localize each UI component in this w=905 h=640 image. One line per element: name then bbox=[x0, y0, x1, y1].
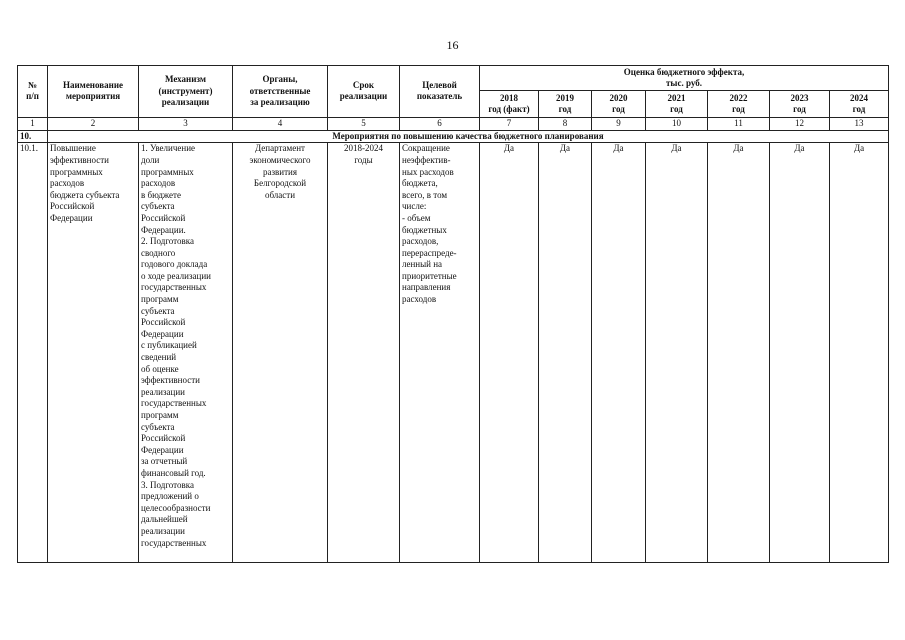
page-number: 16 bbox=[446, 38, 459, 52]
column-number: 11 bbox=[708, 117, 770, 130]
column-number: 7 bbox=[480, 117, 539, 130]
effect-2023: Да bbox=[770, 143, 830, 563]
header-name: Наименование мероприятия bbox=[48, 66, 139, 118]
effect-2021: Да bbox=[646, 143, 708, 563]
column-number: 13 bbox=[830, 117, 889, 130]
effect-2020: Да bbox=[592, 143, 646, 563]
table-row bbox=[18, 143, 889, 563]
header-term: Срок реализации bbox=[328, 66, 400, 118]
header-year-2018: 2018 год (факт) bbox=[480, 91, 539, 117]
header-year-2024: 2024 год bbox=[830, 91, 889, 117]
section-row bbox=[18, 130, 889, 143]
header-row bbox=[18, 66, 889, 91]
section-title: Мероприятия по повышению качества бюджетного планирования bbox=[48, 130, 889, 143]
column-number: 6 bbox=[400, 117, 480, 130]
header-year-2021: 2021 год bbox=[646, 91, 708, 117]
column-number: 10 bbox=[646, 117, 708, 130]
header-mechanism: Механизм (инструмент) реализации bbox=[139, 66, 233, 118]
header-year-2023: 2023 год bbox=[770, 91, 830, 117]
column-number: 5 bbox=[328, 117, 400, 130]
header-target: Целевой показатель bbox=[400, 66, 480, 118]
column-number: 2 bbox=[48, 117, 139, 130]
budget-effect-table bbox=[17, 65, 889, 563]
column-number: 3 bbox=[139, 117, 233, 130]
header-responsible-bodies: Органы, ответственные за реализацию bbox=[233, 66, 328, 118]
responsible-bodies: Департамент экономического развития Белгородской области bbox=[233, 143, 328, 563]
column-number: 4 bbox=[233, 117, 328, 130]
header-year-2019: 2019 год bbox=[539, 91, 592, 117]
header-budget-effect: Оценка бюджетного эффекта, тыс. руб. bbox=[480, 66, 889, 91]
column-number-row bbox=[18, 117, 889, 130]
column-number: 1 bbox=[18, 117, 48, 130]
header-year-2022: 2022 год bbox=[708, 91, 770, 117]
measure-name: Повышение эффективности программных расходов бюджета субъекта Российской Федерации bbox=[48, 143, 139, 563]
implementation-term: 2018-2024 годы bbox=[328, 143, 400, 563]
column-number: 12 bbox=[770, 117, 830, 130]
header-year-2020: 2020 год bbox=[592, 91, 646, 117]
effect-2022: Да bbox=[708, 143, 770, 563]
target-indicator: Сокращение неэффектив- ных расходов бюджета, всего, в том числе: - объем бюджетных расходов, перераспреде- ленный на приоритетные направления расходов bbox=[400, 143, 480, 563]
section-number: 10. bbox=[18, 130, 48, 143]
effect-2018: Да bbox=[480, 143, 539, 563]
row-number: 10.1. bbox=[18, 143, 48, 563]
measure-mechanism: 1. Увеличение доли программных расходов в бюджете субъекта Российской Федерации. 2. Подготовка сводного годового доклада о ходе реализации государственных программ субъекта Российской Федерации с публикацией сведений об оценке эффективности реализации государственных программ субъекта Российской Федерации за отчетный финансовый год. 3. Подготовка предложений о целесообразности дальнейшей реализации государственных bbox=[139, 143, 233, 563]
column-number: 8 bbox=[539, 117, 592, 130]
effect-2019: Да bbox=[539, 143, 592, 563]
column-number: 9 bbox=[592, 117, 646, 130]
effect-2024: Да bbox=[830, 143, 889, 563]
header-number: № п/п bbox=[18, 66, 48, 118]
